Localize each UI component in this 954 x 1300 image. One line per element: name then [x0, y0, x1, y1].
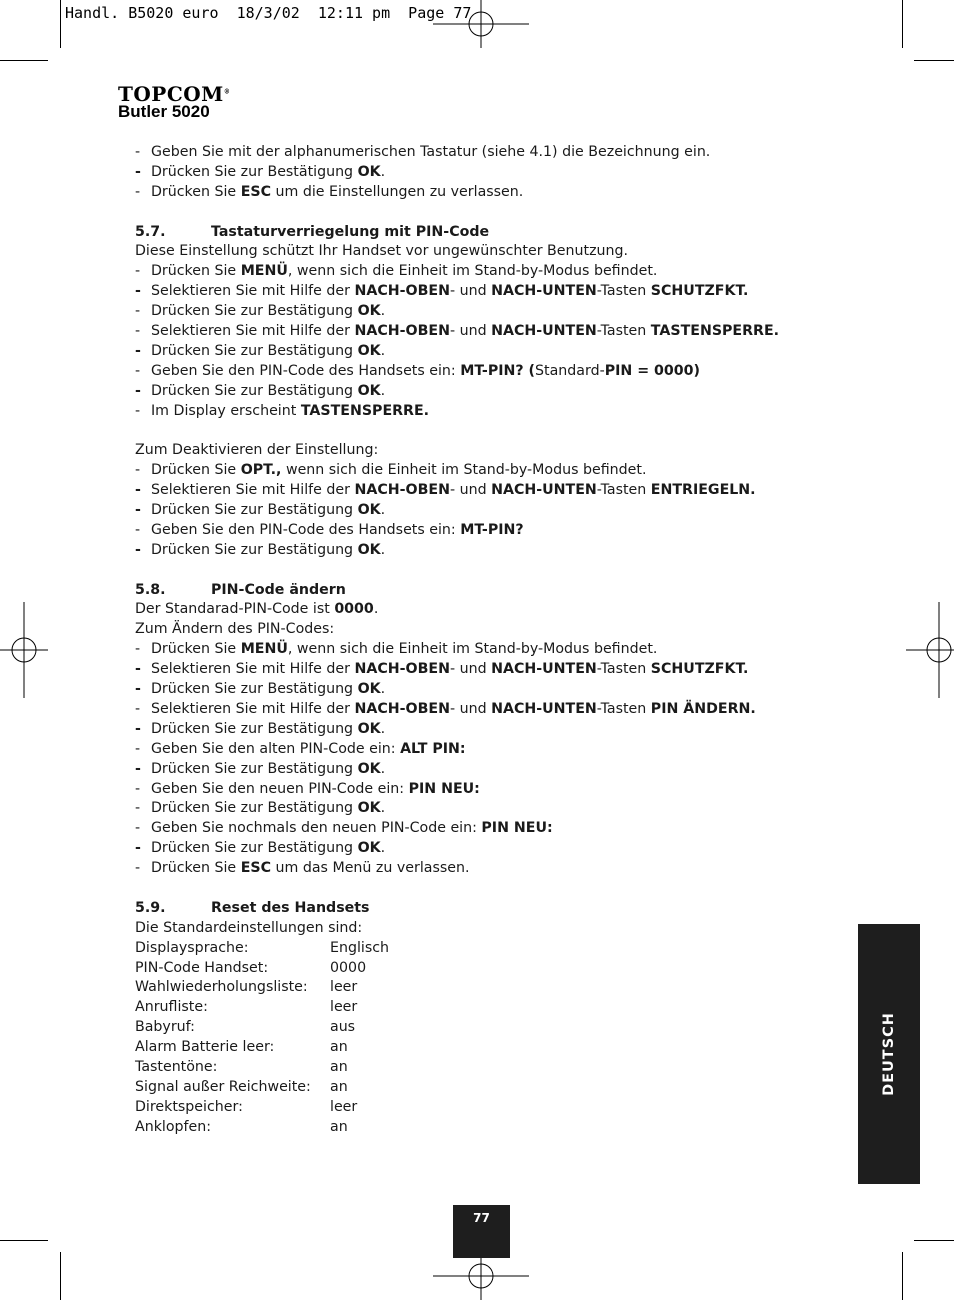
list-item	[135, 163, 795, 183]
text-run: Drücken Sie zur Bestätigung	[151, 382, 358, 399]
list-item	[135, 720, 795, 740]
crop-mark-tr-v	[902, 0, 903, 48]
list-item	[135, 521, 795, 541]
text-run: .	[380, 720, 386, 737]
defaults-row	[135, 1018, 795, 1038]
bullet-dash: -	[135, 482, 141, 499]
bullet-dash: -	[135, 541, 141, 558]
bold-term: NACH-OBEN	[354, 323, 450, 340]
section-title: Tastaturverriegelung mit PIN-Code	[211, 223, 490, 240]
registration-mark-top-icon	[433, 0, 529, 48]
section-heading	[135, 223, 795, 243]
defaults-row	[135, 1098, 795, 1118]
text-run: Drücken Sie	[151, 462, 241, 479]
page-number: 77	[453, 1205, 510, 1258]
bold-term: ESC	[240, 860, 272, 877]
text-run: -Tasten	[596, 482, 651, 499]
defaults-row	[135, 998, 795, 1018]
crop-mark-bl-h	[0, 1240, 48, 1241]
section-number: 5.8.	[135, 581, 166, 598]
bullet-dash: -	[135, 462, 141, 479]
text-run: um die Einstellungen zu verlassen.	[271, 183, 524, 200]
list-item	[135, 839, 795, 859]
text-run: .	[380, 303, 386, 320]
defaults-row	[135, 1118, 795, 1138]
bullet-dash: -	[135, 720, 141, 737]
list-item	[135, 660, 795, 680]
bullet-dash: -	[135, 521, 141, 538]
text-run: Drücken Sie zur Bestätigung	[151, 840, 358, 857]
setting-label: Anklopfen:	[135, 1118, 212, 1135]
bullet-dash: -	[135, 144, 141, 160]
list-item	[135, 302, 795, 322]
defaults-row	[135, 1058, 795, 1078]
list-item	[135, 859, 795, 879]
section-number: 5.7.	[135, 223, 166, 240]
bullet-dash: -	[135, 342, 141, 359]
bold-term: PIN NEU:	[481, 820, 553, 837]
defaults-table	[135, 939, 795, 1138]
list-item	[135, 700, 795, 720]
bold-term: PIN NEU:	[408, 780, 480, 797]
text-run: .	[380, 541, 386, 558]
bold-term: NACH-UNTEN	[491, 283, 597, 300]
text-run: - und	[449, 283, 492, 300]
bullet-dash: -	[135, 382, 141, 399]
text-run: .	[373, 601, 379, 618]
bullet-dash: -	[135, 362, 141, 379]
crop-mark-bl-v	[60, 1252, 61, 1300]
brand-logo: TOPCOM®	[118, 82, 231, 106]
text-run: Selektieren Sie mit Hilfe der	[151, 661, 355, 678]
bold-term: OK	[357, 800, 381, 817]
setting-label: Signal außer Reichweite:	[135, 1078, 311, 1095]
bold-term: SCHUTZFKT.	[650, 283, 749, 300]
text-run: Drücken Sie zur Bestätigung	[151, 541, 358, 558]
text-run: Drücken Sie zur Bestätigung	[151, 303, 358, 320]
setting-label: Anrufliste:	[135, 999, 208, 1016]
crop-mark-br-h	[914, 1240, 954, 1241]
language-tab-label: DEUTSCH	[881, 1012, 897, 1096]
text-run: Drücken Sie zur Bestätigung	[151, 163, 358, 180]
bullet-dash: -	[135, 323, 141, 340]
model-name: Butler 5020	[118, 102, 210, 121]
sections	[135, 203, 795, 1138]
text-run: .	[380, 163, 386, 180]
bold-term: PIN = 0000)	[604, 362, 700, 379]
text-run: Der Standarad-PIN-Code ist	[135, 601, 335, 618]
section-heading	[135, 581, 795, 601]
list-item	[135, 799, 795, 819]
spacer	[135, 203, 795, 223]
text-run: Drücken Sie	[151, 263, 241, 280]
section-title: PIN-Code ändern	[211, 581, 346, 598]
text-run: Drücken Sie zur Bestätigung	[151, 342, 358, 359]
list-item	[135, 282, 795, 302]
bold-term: MENÜ	[240, 641, 288, 658]
text-run: Geben Sie den alten PIN-Code ein:	[151, 740, 401, 757]
language-tab	[858, 924, 920, 1184]
text-run: wenn sich die Einheit im Stand-by-Modus befindet.	[281, 462, 647, 479]
bullet-dash: -	[135, 860, 141, 877]
bullet-dash: -	[135, 800, 141, 817]
list-item	[135, 760, 795, 780]
crop-mark-tr-h	[914, 60, 954, 61]
bold-term: NACH-UNTEN	[491, 661, 597, 678]
bullet-dash: -	[135, 760, 141, 777]
bold-term: NACH-UNTEN	[491, 323, 597, 340]
bullet-dash: -	[135, 283, 141, 300]
text-run: .	[380, 382, 386, 399]
setting-value: leer	[330, 1098, 358, 1115]
text-run: Drücken Sie	[151, 183, 241, 200]
bullet-dash: -	[135, 820, 141, 837]
text-run: Geben Sie den PIN-Code des Handsets ein:	[151, 521, 461, 538]
list-item	[135, 342, 795, 362]
list-item	[135, 740, 795, 760]
text-run: , wenn sich die Einheit im Stand-by-Modus befindet.	[287, 641, 658, 658]
list-item	[135, 362, 795, 382]
text-run: Drücken Sie zur Bestätigung	[151, 681, 358, 698]
paragraph	[135, 620, 795, 640]
bold-term: OPT.,	[240, 462, 282, 479]
list-item	[135, 262, 795, 282]
bullet-dash: -	[135, 303, 141, 320]
defaults-row	[135, 939, 795, 959]
bold-term: SCHUTZFKT.	[650, 661, 749, 678]
list-item	[135, 322, 795, 342]
bold-term: OK	[357, 382, 381, 399]
bold-term: PIN ÄNDERN.	[650, 700, 756, 717]
text-run: -Tasten	[596, 283, 651, 300]
setting-value: aus	[330, 1019, 356, 1036]
section-heading	[135, 899, 795, 919]
setting-value: an	[330, 1118, 348, 1135]
text-run: Drücken Sie zur Bestätigung	[151, 800, 358, 817]
section-title: Reset des Handsets	[211, 899, 370, 916]
text-run: Drücken Sie zur Bestätigung	[151, 502, 358, 519]
text-run: Selektieren Sie mit Hilfe der	[151, 700, 355, 717]
bold-term: NACH-OBEN	[354, 482, 450, 499]
paragraph	[135, 919, 795, 939]
setting-label: Displaysprache:	[135, 939, 249, 956]
list-item	[135, 501, 795, 521]
text-run: Die Standardeinstellungen sind:	[135, 919, 363, 936]
list-item	[135, 382, 795, 402]
bold-term: MT-PIN? (	[460, 362, 536, 379]
bold-term: NACH-OBEN	[354, 661, 450, 678]
bullet-dash: -	[135, 740, 141, 757]
spacer	[135, 561, 795, 581]
list-item	[135, 183, 795, 203]
bold-term: OK	[357, 342, 381, 359]
bullet-dash: -	[135, 183, 141, 200]
setting-label: Wahlwiederholungsliste:	[135, 979, 308, 996]
text-run: Zum Ändern des PIN-Codes:	[135, 621, 335, 638]
text-run: Drücken Sie	[151, 641, 241, 658]
crop-mark-br-v	[902, 1252, 903, 1300]
paragraph	[135, 441, 795, 461]
text-run: Selektieren Sie mit Hilfe der	[151, 323, 355, 340]
text-run: .	[380, 840, 386, 857]
text-run: -Tasten	[596, 700, 651, 717]
list-item	[135, 780, 795, 800]
text-run: .	[380, 342, 386, 359]
intro-list	[135, 143, 795, 203]
setting-label: Babyruf:	[135, 1019, 195, 1036]
list-item	[135, 819, 795, 839]
list-item	[135, 541, 795, 561]
bold-term: OK	[357, 760, 381, 777]
text-run: Geben Sie mit der alphanumerischen Tastatur (siehe 4.1) die Bezeichnung ein.	[151, 144, 711, 160]
list-item	[135, 640, 795, 660]
text-run: .	[380, 800, 386, 817]
text-run: -Tasten	[596, 661, 651, 678]
text-run: - und	[449, 482, 492, 499]
text-run: Geben Sie den neuen PIN-Code ein:	[151, 780, 409, 797]
defaults-row	[135, 1078, 795, 1098]
bold-term: OK	[357, 502, 381, 519]
bold-term: MENÜ	[240, 263, 288, 280]
text-run: .	[380, 681, 386, 698]
bullet-dash: -	[135, 502, 141, 519]
bold-term: OK	[357, 541, 381, 558]
bullet-dash: -	[135, 641, 141, 658]
list-item	[135, 680, 795, 700]
text-run: Geben Sie den PIN-Code des Handsets ein:	[151, 362, 461, 379]
setting-value: an	[330, 1078, 348, 1095]
bold-term: TASTENSPERRE.	[650, 323, 780, 340]
setting-value: leer	[330, 979, 358, 996]
text-run: Geben Sie nochmals den neuen PIN-Code ein:	[151, 820, 482, 837]
text-run: Drücken Sie	[151, 860, 241, 877]
registration-mark-bottom-icon	[433, 1252, 529, 1300]
defaults-row	[135, 959, 795, 979]
section-number: 5.9.	[135, 899, 166, 916]
registration-mark-left-icon	[0, 602, 48, 698]
spacer	[135, 879, 795, 899]
text-run: Selektieren Sie mit Hilfe der	[151, 482, 355, 499]
bold-term: ALT PIN:	[400, 740, 466, 757]
spacer	[135, 421, 795, 441]
text-run: - und	[449, 700, 492, 717]
setting-label: Tastentöne:	[135, 1058, 218, 1075]
setting-value: an	[330, 1039, 348, 1056]
text-run: Selektieren Sie mit Hilfe der	[151, 283, 355, 300]
text-run: Diese Einstellung schützt Ihr Handset vor ungewünschter Benutzung.	[135, 243, 629, 260]
list-item	[135, 461, 795, 481]
bullet-dash: -	[135, 840, 141, 857]
defaults-row	[135, 1038, 795, 1058]
text-run: Drücken Sie zur Bestätigung	[151, 760, 358, 777]
text-run: , wenn sich die Einheit im Stand-by-Modus befindet.	[287, 263, 658, 280]
list-item	[135, 481, 795, 501]
bullet-dash: -	[135, 163, 141, 180]
paragraph	[135, 600, 795, 620]
bullet-dash: -	[135, 780, 141, 797]
bold-term: OK	[357, 163, 381, 180]
list-item	[135, 143, 795, 163]
bold-term: NACH-UNTEN	[491, 700, 597, 717]
bullet-dash: -	[135, 681, 141, 698]
bullet-dash: -	[135, 700, 141, 717]
text-run: Im Display erscheint	[151, 402, 301, 419]
setting-value: an	[330, 1058, 348, 1075]
setting-value: 0000	[330, 959, 367, 976]
bold-term: NACH-OBEN	[354, 700, 450, 717]
setting-value: Englisch	[330, 939, 390, 956]
bold-term: OK	[357, 303, 381, 320]
text-run: .	[380, 502, 386, 519]
bold-term: NACH-OBEN	[354, 283, 450, 300]
text-run: um das Menü zu verlassen.	[271, 860, 470, 877]
bold-term: NACH-UNTEN	[491, 482, 597, 499]
bullet-dash: -	[135, 661, 141, 678]
setting-value: leer	[330, 999, 358, 1016]
defaults-row	[135, 978, 795, 998]
bold-term: OK	[357, 681, 381, 698]
text-run: - und	[449, 323, 492, 340]
bold-term: OK	[357, 840, 381, 857]
bold-term: ESC	[240, 183, 272, 200]
bold-term: TASTENSPERRE.	[300, 402, 430, 419]
text-run: - und	[449, 661, 492, 678]
paragraph	[135, 242, 795, 262]
bold-term: OK	[357, 720, 381, 737]
text-run: .	[380, 760, 386, 777]
list-item	[135, 402, 795, 422]
bold-term: MT-PIN?	[460, 521, 524, 538]
text-run: Drücken Sie zur Bestätigung	[151, 720, 358, 737]
text-run: Standard-	[535, 362, 605, 379]
bullet-dash: -	[135, 263, 141, 280]
bullet-dash: -	[135, 402, 141, 419]
text-run: Zum Deaktivieren der Einstellung:	[135, 442, 379, 459]
setting-label: PIN-Code Handset:	[135, 959, 269, 976]
crop-mark-tl-v	[60, 0, 61, 48]
manual-content	[135, 143, 795, 1138]
bold-term: ENTRIEGELN.	[650, 482, 756, 499]
print-slug: Handl. B5020 euro 18/3/02 12:11 pm Page 77	[65, 4, 472, 22]
text-run: -Tasten	[596, 323, 651, 340]
setting-label: Direktspeicher:	[135, 1098, 243, 1115]
registration-mark-right-icon	[906, 602, 954, 698]
bold-term: 0000	[334, 601, 374, 618]
crop-mark-tl-h	[0, 60, 48, 61]
setting-label: Alarm Batterie leer:	[135, 1039, 275, 1056]
